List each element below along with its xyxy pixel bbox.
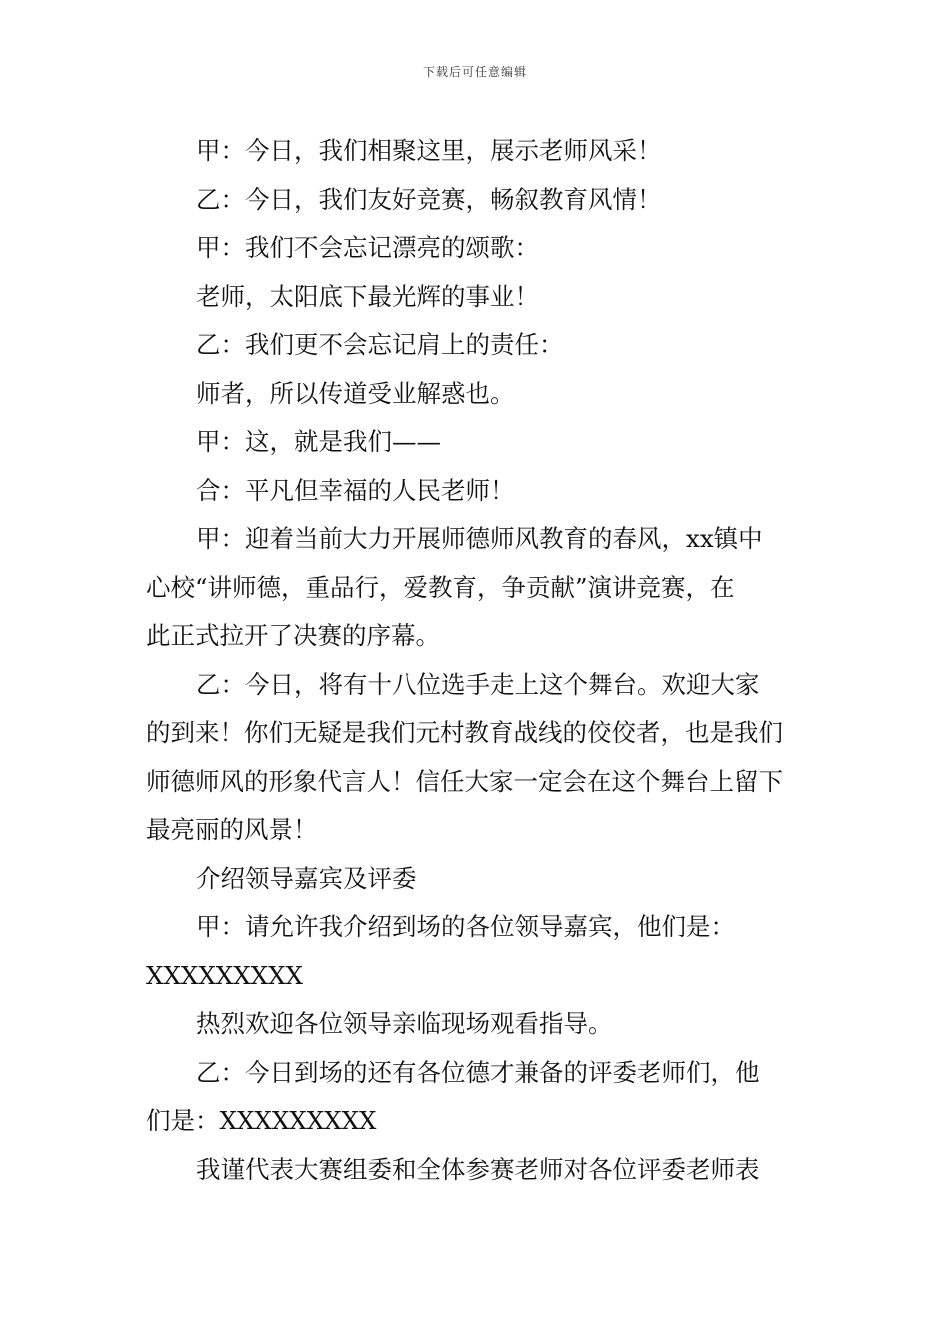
paragraph-line: 老师，太阳底下最光辉的事业！: [196, 281, 539, 311]
paragraph-line: 甲：我们不会忘记漂亮的颂歌：: [196, 233, 539, 262]
paragraph-line: 甲：迎着当前大力开展师德师风教育的春风，xx镇中: [196, 524, 763, 553]
paragraph-line: 我谨代表大赛组委和全体参赛老师对各位评委老师表: [196, 1154, 760, 1184]
paragraph-line: 乙：今日，将有十八位选手走上这个舞台。欢迎大家: [196, 669, 760, 699]
paragraph-line: 合：平凡但幸福的人民老师！: [196, 475, 515, 505]
page-header: 下载后可任意编辑: [422, 65, 527, 79]
paragraph-line: 的到来！你们无疑是我们元村教育战线的佼佼者，也是我们: [146, 718, 783, 747]
paragraph-line: 乙：今日，我们友好竞赛，畅叙教育风情！: [196, 184, 662, 214]
section-heading: 介绍领导嘉宾及评委: [196, 863, 417, 893]
paragraph-line: 热烈欢迎各位领导亲临现场观看指导。: [196, 1009, 613, 1038]
paragraph-line: 甲：请允许我介绍到场的各位领导嘉宾，他们是：: [196, 912, 735, 941]
paragraph-line: 师德师风的形象代言人！信任大家一定会在这个舞台上留下: [146, 766, 783, 796]
paragraph-line: 甲：这，就是我们——: [196, 427, 441, 456]
paragraph-line: 乙：我们更不会忘记肩上的责任：: [196, 330, 564, 359]
paragraph-line: 乙：今日到场的还有各位德才兼备的评委老师们，他: [196, 1057, 760, 1087]
document-body: [146, 127, 808, 1194]
paragraph-line: 最亮丽的风景！: [146, 815, 318, 844]
paragraph-line: 此正式拉开了决赛的序幕。: [146, 621, 440, 650]
paragraph-line: 师者，所以传道受业解惑也。: [196, 378, 515, 408]
paragraph-line: 甲：今日，我们相聚这里，展示老师风采！: [196, 136, 662, 165]
paragraph-line: XXXXXXXXX: [146, 960, 303, 990]
paragraph-line: 心校“讲师德，重品行，爱教育，争贡献”演讲竞赛，在: [146, 572, 735, 602]
paragraph-line: 们是：XXXXXXXXX: [146, 1106, 377, 1135]
